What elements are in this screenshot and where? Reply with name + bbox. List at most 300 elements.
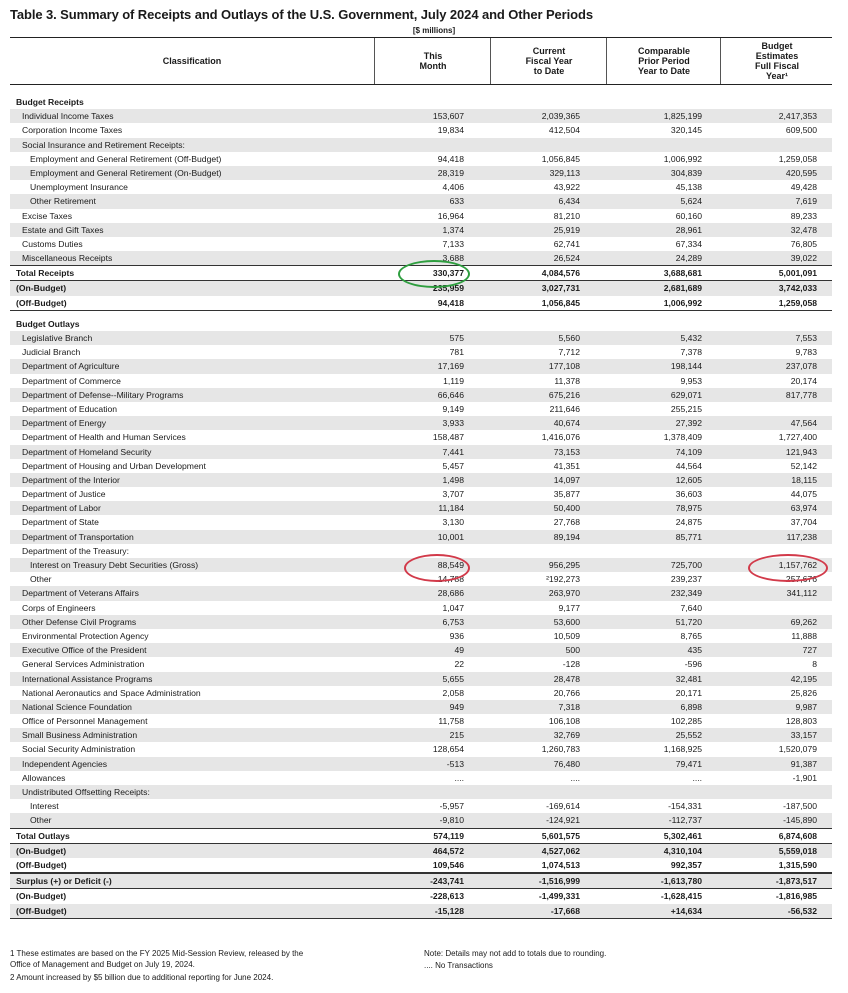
row-label: (Off-Budget) [16, 297, 67, 308]
table-row [10, 515, 832, 529]
table-row [10, 742, 832, 756]
cell-this-month: 10,001 [437, 531, 464, 542]
row-label: Budget Receipts [16, 97, 84, 107]
section-header-row [10, 95, 832, 109]
cell-this-month: 9,149 [442, 403, 464, 414]
table-row [10, 374, 832, 388]
cell-budget-estimate: 42,195 [790, 673, 817, 684]
row-label: Department of Energy [22, 418, 107, 429]
cell-budget-estimate: 18,115 [791, 474, 817, 485]
cell-current-fy: 1,056,845 [541, 297, 580, 308]
row-label: Independent Agencies [22, 758, 108, 769]
cell-budget-estimate: -56,532 [787, 905, 817, 916]
row-label: (On-Budget) [16, 283, 67, 294]
row-label: Employment and General Retirement (Off-Budget) [30, 153, 222, 164]
table-row [10, 296, 832, 311]
cell-prior-period: 79,471 [675, 758, 702, 769]
cell-current-fy: ²192,273 [546, 574, 580, 585]
table-row [10, 251, 832, 265]
cell-this-month: 14,788 [437, 574, 464, 585]
row-label: Surplus (+) or Deficit (-) [16, 876, 112, 887]
cell-this-month: 215 [449, 730, 464, 741]
row-label: Executive Office of the President [22, 645, 147, 656]
table-row [10, 686, 832, 700]
row-label: Individual Income Taxes [22, 111, 114, 122]
cell-this-month: 2,058 [442, 687, 464, 698]
cell-current-fy: 500 [565, 645, 580, 656]
cell-current-fy: 956,295 [548, 560, 580, 570]
row-label: General Services Administration [22, 659, 145, 670]
cell-this-month: 94,418 [437, 153, 464, 164]
table-row [10, 359, 832, 373]
cell-prior-period: -1,613,780 [660, 876, 702, 887]
table-row [10, 280, 832, 295]
table-row [10, 445, 832, 459]
table-row [10, 615, 832, 629]
cell-this-month: 574,119 [433, 830, 464, 841]
table-row [10, 388, 832, 402]
cell-this-month: 235,959 [432, 283, 464, 294]
cell-budget-estimate: 420,595 [785, 167, 817, 178]
cell-budget-estimate: -1,816,985 [775, 891, 817, 902]
note-rounding: Note: Details may not add to totals due to rounding. [424, 949, 607, 958]
cell-prior-period: -1,628,415 [660, 891, 702, 902]
table-row [10, 501, 832, 515]
table-row [10, 558, 832, 572]
cell-prior-period: 255,215 [670, 403, 702, 414]
table-row [10, 888, 832, 903]
table-row [10, 586, 832, 600]
cell-budget-estimate: 9,783 [795, 347, 817, 358]
table-row [10, 843, 832, 858]
cell-current-fy: 7,712 [558, 347, 580, 358]
cell-current-fy: 1,416,076 [541, 432, 580, 443]
cell-current-fy: -169,614 [546, 801, 580, 812]
table-row [10, 152, 832, 166]
cell-current-fy: 14,097 [553, 474, 580, 485]
cell-this-month: 49 [454, 645, 464, 656]
cell-current-fy: 2,039,365 [541, 111, 580, 122]
cell-this-month: -9,810 [439, 815, 464, 826]
cell-prior-period: 60,160 [675, 210, 702, 221]
row-label: Allowances [22, 772, 66, 783]
row-label: Department of Commerce [22, 375, 121, 386]
cell-this-month: 936 [449, 630, 464, 641]
table-row [10, 813, 832, 827]
cell-prior-period: 8,765 [680, 630, 702, 641]
table-row [10, 331, 832, 345]
cell-this-month: 949 [449, 701, 464, 712]
cell-budget-estimate: 257,676 [785, 574, 817, 585]
cell-this-month: .... [454, 772, 464, 783]
cell-current-fy: 50,400 [553, 503, 580, 514]
cell-current-fy: 9,177 [558, 602, 580, 613]
cell-this-month: 158,487 [432, 432, 464, 443]
table-row [10, 601, 832, 615]
cell-this-month: 6,753 [442, 616, 464, 627]
cell-budget-estimate: 3,742,033 [778, 283, 817, 294]
cell-current-fy: 5,601,575 [541, 830, 580, 841]
table-title: Table 3. Summary of Receipts and Outlays of the U.S. Government, July 2024 and Other Periods [10, 7, 593, 22]
cell-current-fy: 412,504 [548, 125, 580, 136]
table-row [10, 416, 832, 430]
cell-prior-period: 5,432 [680, 333, 702, 343]
header-budget-estimates: Budget Estimates Full Fiscal Year¹ [720, 38, 833, 84]
cell-current-fy: -1,516,999 [538, 876, 580, 887]
cell-this-month: 1,119 [443, 375, 464, 386]
cell-prior-period: 1,006,992 [663, 153, 702, 164]
cell-this-month: 19,834 [437, 125, 464, 136]
cell-this-month: 3,933 [442, 418, 464, 429]
note-no-transactions: .... No Transactions [424, 961, 493, 970]
row-label: Social Security Administration [22, 744, 136, 755]
cell-this-month: 7,133 [442, 238, 464, 249]
cell-this-month: 17,169 [437, 361, 464, 372]
cell-current-fy: -17,668 [550, 905, 580, 916]
header-prior-period: Comparable Prior Period Year to Date [606, 38, 721, 84]
cell-this-month: 4,406 [442, 182, 464, 193]
cell-budget-estimate: 1,727,400 [778, 432, 817, 443]
row-label: Department of the Interior [22, 474, 120, 485]
cell-current-fy: 32,769 [553, 730, 580, 741]
row-label: Corporation Income Taxes [22, 125, 123, 136]
row-label: Department of Justice [22, 489, 106, 500]
cell-this-month: 633 [449, 196, 464, 207]
cell-this-month: 330,377 [432, 268, 464, 279]
cell-budget-estimate: 727 [802, 645, 817, 656]
cell-budget-estimate: 1,520,079 [778, 744, 817, 755]
cell-prior-period: 304,839 [670, 167, 702, 178]
cell-prior-period: 198,144 [670, 361, 702, 372]
cell-this-month: -513 [446, 758, 464, 769]
cell-budget-estimate: 1,259,058 [778, 297, 817, 308]
cell-current-fy: 10,509 [553, 630, 580, 641]
cell-budget-estimate: 69,262 [790, 616, 817, 627]
cell-budget-estimate: -145,890 [783, 815, 817, 826]
cell-current-fy: 4,084,576 [541, 268, 580, 279]
cell-current-fy: 81,210 [553, 210, 580, 221]
cell-current-fy: 25,919 [553, 224, 580, 235]
row-label: Interest on Treasury Debt Securities (Gross) [30, 560, 199, 570]
row-label: Environmental Protection Agency [22, 630, 149, 641]
cell-budget-estimate: 9,987 [795, 701, 817, 712]
table-header [10, 37, 832, 85]
cell-prior-period: 78,975 [675, 503, 702, 514]
cell-prior-period: 7,378 [680, 347, 702, 358]
cell-this-month: 464,572 [432, 845, 464, 856]
row-label: Department of the Treasury: [22, 545, 129, 556]
cell-prior-period: 67,334 [675, 238, 702, 249]
cell-current-fy: 7,318 [558, 701, 580, 712]
cell-this-month: 109,546 [432, 859, 464, 870]
row-label: National Aeronautics and Space Administration [22, 687, 201, 698]
cell-budget-estimate: 237,078 [785, 361, 817, 372]
cell-budget-estimate: 8 [812, 659, 817, 670]
cell-budget-estimate: 37,704 [790, 517, 817, 528]
cell-this-month: 575 [449, 333, 464, 343]
cell-budget-estimate: 32,478 [790, 224, 817, 235]
cell-this-month: 7,441 [442, 446, 464, 457]
row-label: (On-Budget) [16, 845, 67, 856]
table-row [10, 904, 832, 919]
cell-prior-period: 1,006,992 [663, 297, 702, 308]
cell-current-fy: .... [570, 772, 580, 783]
cell-prior-period: 28,961 [675, 224, 702, 235]
cell-prior-period: 51,720 [675, 616, 702, 627]
row-label: (On-Budget) [16, 891, 67, 902]
cell-prior-period: 12,605 [675, 474, 702, 485]
cell-current-fy: 5,560 [558, 333, 580, 343]
row-label: Department of Transportation [22, 531, 134, 542]
cell-prior-period: 36,603 [675, 489, 702, 500]
cell-current-fy: -1,499,331 [538, 891, 580, 902]
row-label: Customs Duties [22, 238, 83, 249]
cell-current-fy: 26,524 [553, 253, 580, 264]
cell-prior-period: 232,349 [670, 588, 702, 599]
cell-current-fy: 40,674 [553, 418, 580, 429]
row-label: Department of Agriculture [22, 361, 120, 372]
cell-budget-estimate: 128,803 [785, 716, 817, 727]
cell-this-month: -5,957 [439, 801, 464, 812]
cell-budget-estimate: 609,500 [785, 125, 817, 136]
cell-current-fy: 329,113 [549, 167, 580, 178]
cell-prior-period: -112,737 [668, 815, 702, 826]
row-label: Department of Education [22, 403, 118, 414]
row-label: National Science Foundation [22, 701, 132, 712]
cell-prior-period: 3,688,681 [663, 268, 702, 279]
cell-prior-period: 1,378,409 [663, 432, 702, 443]
cell-budget-estimate: 52,142 [790, 460, 817, 471]
table-row [10, 771, 832, 785]
cell-this-month: 781 [449, 347, 464, 358]
cell-budget-estimate: 5,559,018 [778, 845, 817, 856]
cell-this-month: 3,707 [442, 489, 464, 500]
table-row [10, 785, 832, 799]
row-label: Office of Personnel Management [22, 716, 148, 727]
cell-prior-period: -596 [684, 659, 702, 670]
cell-budget-estimate: 5,001,091 [778, 268, 817, 279]
cell-budget-estimate: 20,174 [790, 375, 817, 386]
cell-current-fy: 41,351 [553, 460, 580, 471]
table-row [10, 643, 832, 657]
cell-current-fy: 11,378 [554, 375, 580, 386]
row-label: Total Outlays [16, 830, 70, 841]
cell-this-month: 5,457 [442, 460, 464, 471]
cell-budget-estimate: 117,238 [786, 531, 817, 542]
table-row [10, 123, 832, 137]
row-label: Department of Homeland Security [22, 446, 152, 457]
section-header-row [10, 317, 832, 331]
row-label: International Assistance Programs [22, 673, 153, 684]
cell-budget-estimate: 121,943 [785, 446, 817, 457]
cell-this-month: 11,184 [438, 503, 464, 514]
cell-budget-estimate: 6,874,608 [778, 830, 817, 841]
cell-this-month: 153,607 [432, 111, 464, 122]
cell-prior-period: 7,640 [680, 602, 702, 613]
table-row [10, 858, 832, 873]
row-label: Budget Outlays [16, 318, 80, 329]
header-this-month: This Month [374, 38, 491, 84]
cell-budget-estimate: 63,974 [790, 503, 817, 514]
table-row [10, 459, 832, 473]
cell-this-month: 1,374 [442, 224, 464, 235]
cell-prior-period: 20,171 [675, 687, 702, 698]
cell-current-fy: 73,153 [553, 446, 580, 457]
cell-current-fy: 53,600 [553, 616, 580, 627]
cell-prior-period: .... [692, 772, 702, 783]
cell-prior-period: 1,825,199 [663, 111, 702, 122]
cell-this-month: 1,498 [442, 474, 464, 485]
table-row [10, 180, 832, 194]
table-row [10, 873, 832, 888]
footnote-1: 1 These estimates are based on the FY 2025 Mid-Session Review, released by the Office of Management and Budget on July 19, 2024. [10, 949, 304, 969]
cell-this-month: 5,655 [442, 673, 464, 684]
table-row [10, 194, 832, 208]
cell-budget-estimate: 2,417,353 [778, 111, 817, 122]
table-row [10, 223, 832, 237]
cell-this-month: 94,418 [437, 297, 464, 308]
cell-budget-estimate: 1,315,590 [778, 859, 817, 870]
cell-prior-period: 5,624 [680, 196, 702, 207]
footnote-2: 2 Amount increased by $5 billion due to additional reporting for June 2024. [10, 973, 274, 982]
table-row [10, 544, 832, 558]
table-row [10, 629, 832, 643]
cell-this-month: -228,613 [430, 891, 464, 902]
cell-current-fy: 62,741 [553, 238, 580, 249]
header-current-fy: Current Fiscal Year to Date [490, 38, 607, 84]
cell-budget-estimate: -187,500 [783, 801, 817, 812]
cell-this-month: 128,654 [432, 744, 464, 755]
cell-budget-estimate: 341,112 [786, 588, 817, 599]
cell-prior-period: 725,700 [670, 560, 702, 570]
row-label: Corps of Engineers [22, 602, 96, 613]
table-row [10, 138, 832, 152]
row-label: Interest [30, 801, 59, 812]
row-label: Judicial Branch [22, 347, 81, 358]
cell-prior-period: 25,552 [675, 730, 702, 741]
cell-budget-estimate: 89,233 [790, 210, 817, 221]
cell-current-fy: 20,766 [553, 687, 580, 698]
table-row [10, 209, 832, 223]
cell-this-month: 28,319 [437, 167, 464, 178]
cell-prior-period: 45,138 [675, 182, 702, 193]
row-label: Estate and Gift Taxes [22, 224, 104, 235]
row-label: Other [30, 574, 52, 585]
row-label: Employment and General Retirement (On-Budget) [30, 167, 222, 178]
cell-prior-period: 6,898 [680, 701, 702, 712]
table-row [10, 345, 832, 359]
row-label: Department of Labor [22, 503, 101, 514]
table-row [10, 265, 832, 280]
row-label: Department of Health and Human Services [22, 432, 186, 443]
row-label: (Off-Budget) [16, 905, 67, 916]
cell-budget-estimate: 1,157,762 [778, 560, 817, 570]
cell-current-fy: 76,480 [553, 758, 580, 769]
cell-this-month: -15,128 [434, 905, 464, 916]
cell-current-fy: 211,646 [549, 403, 580, 414]
cell-prior-period: 102,285 [670, 716, 702, 727]
units-label: [$ millions] [412, 26, 456, 35]
table-row [10, 487, 832, 501]
cell-prior-period: 629,071 [670, 389, 702, 400]
row-label: Unemployment Insurance [30, 182, 128, 193]
row-label: Other Retirement [30, 196, 96, 207]
cell-prior-period: 5,302,461 [663, 830, 702, 841]
table-body [10, 95, 832, 919]
cell-budget-estimate: 49,428 [790, 182, 817, 193]
table-row [10, 728, 832, 742]
row-label: Legislative Branch [22, 333, 93, 343]
cell-budget-estimate: 7,553 [795, 333, 817, 343]
cell-current-fy: 3,027,731 [541, 283, 580, 294]
cell-prior-period: 1,168,925 [663, 744, 702, 755]
cell-prior-period: -154,331 [668, 801, 702, 812]
cell-prior-period: 74,109 [675, 446, 702, 457]
table-row [10, 714, 832, 728]
cell-budget-estimate: 11,888 [791, 630, 817, 641]
row-label: Department of Housing and Urban Development [22, 460, 206, 471]
cell-current-fy: 106,108 [548, 716, 580, 727]
table-row [10, 402, 832, 416]
cell-current-fy: 28,478 [553, 673, 580, 684]
cell-budget-estimate: 76,805 [790, 238, 817, 249]
table-row [10, 799, 832, 813]
cell-this-month: 11,758 [438, 716, 464, 727]
cell-current-fy: 27,768 [553, 517, 580, 528]
cell-this-month: 1,047 [442, 602, 464, 613]
cell-prior-period: 9,953 [680, 375, 702, 386]
table-row [10, 530, 832, 544]
cell-budget-estimate: -1,873,517 [775, 876, 817, 887]
cell-budget-estimate: 25,826 [790, 687, 817, 698]
cell-this-month: 28,686 [437, 588, 464, 599]
cell-current-fy: 89,194 [553, 531, 580, 542]
cell-current-fy: -128 [562, 659, 580, 670]
cell-current-fy: 675,216 [548, 389, 580, 400]
table-row [10, 109, 832, 123]
cell-current-fy: 1,056,845 [541, 153, 580, 164]
table-row [10, 237, 832, 251]
cell-prior-period: 27,392 [675, 418, 702, 429]
cell-current-fy: 263,970 [548, 588, 580, 599]
cell-this-month: 16,964 [437, 210, 464, 221]
table-row [10, 672, 832, 686]
cell-prior-period: 85,771 [675, 531, 702, 542]
row-label: (Off-Budget) [16, 859, 67, 870]
row-label: Undistributed Offsetting Receipts: [22, 787, 150, 797]
row-label: Small Business Administration [22, 730, 138, 741]
table-row [10, 473, 832, 487]
row-label: Other [30, 815, 52, 826]
cell-prior-period: 435 [687, 645, 702, 656]
cell-prior-period: 32,481 [675, 673, 702, 684]
cell-prior-period: 24,875 [675, 517, 702, 528]
cell-this-month: 88,549 [437, 560, 464, 570]
cell-budget-estimate: -1,901 [792, 772, 817, 783]
table-row [10, 657, 832, 671]
cell-current-fy: 1,074,513 [541, 859, 580, 870]
table-row [10, 430, 832, 444]
row-label: Excise Taxes [22, 210, 72, 221]
cell-budget-estimate: 47,564 [790, 418, 817, 429]
row-label: Department of Veterans Affairs [22, 588, 139, 599]
cell-prior-period: 2,681,689 [663, 283, 702, 294]
cell-current-fy: 1,260,783 [541, 744, 580, 755]
cell-budget-estimate: 91,387 [790, 758, 817, 769]
table-row [10, 166, 832, 180]
cell-current-fy: 43,922 [553, 182, 580, 193]
cell-current-fy: 4,527,062 [541, 845, 580, 856]
